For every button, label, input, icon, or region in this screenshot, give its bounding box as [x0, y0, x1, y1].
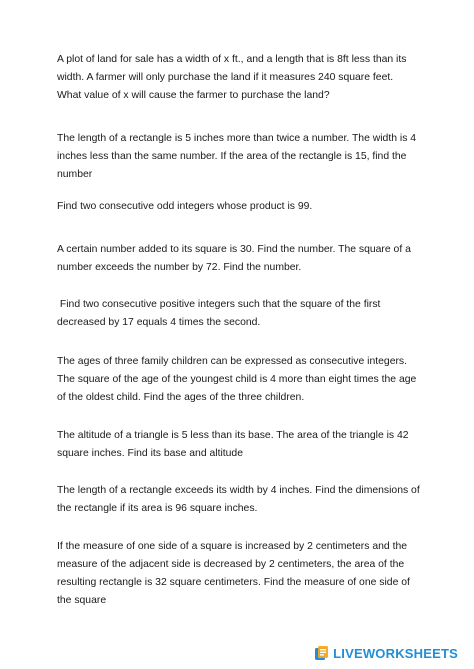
liveworksheets-logo-icon [314, 645, 330, 661]
question-line: A certain number added to its square is 30. Find the number. The square of a [57, 244, 411, 255]
question-4 [57, 241, 427, 277]
question-line: the rectangle if its area is 96 square inches. [57, 503, 258, 514]
logo-text: LIVEWORKSHEETS [333, 645, 458, 661]
question-line: resulting rectangle is 32 square centimeters. Find the measure of one side of [57, 577, 410, 588]
question-line: The length of a rectangle is 5 inches more than twice a number. The width is 4 [57, 133, 417, 144]
question-line: What value of x will cause the farmer to purchase the land? [57, 90, 330, 101]
liveworksheets-logo[interactable] [314, 645, 458, 661]
question-3 [57, 198, 427, 216]
question-line: width. A farmer will only purchase the land if it measures 240 square feet. [57, 72, 394, 83]
question-line: of the oldest child. Find the ages of the three children. [57, 392, 305, 403]
question-line: Find two consecutive odd integers whose product is 99. [57, 201, 313, 212]
question-7 [57, 427, 427, 463]
question-line: inches less than the same number. If the area of the rectangle is 15, find the [57, 151, 407, 162]
question-2 [57, 130, 427, 184]
question-line: The square of the age of the youngest child is 4 more than eight times the age [57, 374, 417, 385]
question-line: number exceeds the number by 72. Find the number. [57, 262, 302, 273]
question-6 [57, 353, 427, 407]
question-line: If the measure of one side of a square is increased by 2 centimeters and the [57, 541, 408, 552]
question-line: The altitude of a triangle is 5 less than its base. The area of the triangle is 42 [57, 430, 409, 441]
question-line: Find two consecutive positive integers such that the square of the first [57, 299, 381, 310]
question-9 [57, 538, 427, 610]
question-line: measure of the adjacent side is decreased by 2 centimeters, the area of the [57, 559, 405, 570]
question-line: A plot of land for sale has a width of x ft., and a length that is 8ft less than its [57, 54, 407, 65]
question-8 [57, 482, 427, 518]
question-1 [57, 51, 427, 105]
question-line: square inches. Find its base and altitude [57, 448, 243, 459]
question-line: The length of a rectangle exceeds its width by 4 inches. Find the dimensions of [57, 485, 420, 496]
question-line: the square [57, 595, 107, 606]
question-line: number [57, 169, 93, 180]
question-line: The ages of three family children can be expressed as consecutive integers. [57, 356, 408, 367]
question-5 [57, 296, 427, 332]
question-line: decreased by 17 equals 4 times the second. [57, 317, 261, 328]
